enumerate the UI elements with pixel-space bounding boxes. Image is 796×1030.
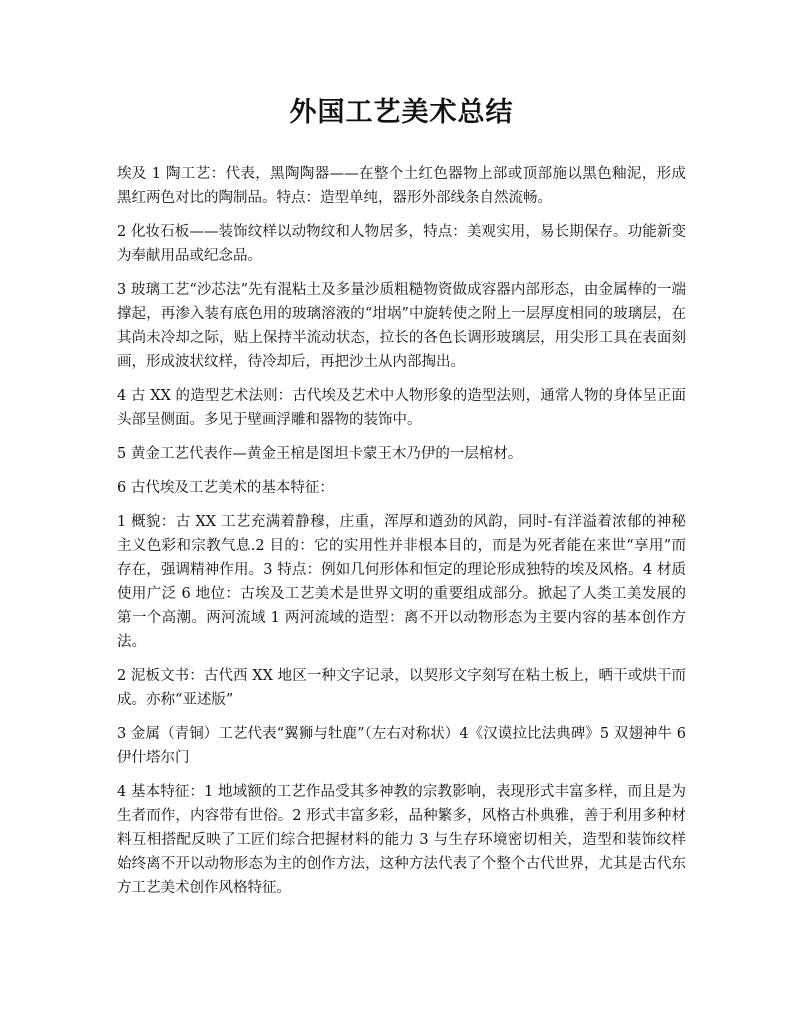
paragraph-glass-craft: 3 玻璃工艺“沙芯法”先有混粘土及多量沙质粗糙物资做成容器内部形态，由金属棒的一端撑起，再渗入装有底色用的玻璃溶液的“坩埚”中旋转使之附上一层厚度相同的玻璃层，在其尚未冷却之际，贴上保持半流动状态，拉长的各色长调形玻璃层，用尖形工具在表面刻画，形成波状纹样，待冷却后，再把沙土从内部掏出。 xyxy=(117,282,686,370)
paragraph-gold-craft: 5 黄金工艺代表作—黄金王棺是图坦卡蒙王木乃伊的一层棺材。 xyxy=(117,446,523,462)
paragraph-cosmetic-palette: 2 化妆石板——装饰纹样以动物纹和人物居多，特点：美观实用，易长期保存。功能新变为奉献用品或纪念品。 xyxy=(117,224,686,264)
paragraph-egypt-features-heading: 6 古代埃及工艺美术的基本特征： xyxy=(117,480,334,496)
page-title: 外国工艺美术总结 xyxy=(289,97,514,128)
paragraph-clay-tablets: 2 泥板文书：古代西 XX 地区一种文字记录，以契形文字刻写在粘土板上，晒干或烘干而成。亦称“亚述版” xyxy=(117,668,686,708)
paragraph-egypt-pottery: 埃及 1 陶工艺：代表，黑陶陶器——在整个土红色器物上部或顶部施以黑色釉泥，形成黑红两色对比的陶制品。特点：造型单纯，器形外部线条自然流畅。 xyxy=(117,166,686,206)
paragraph-art-rules: 4 古 XX 的造型艺术法则：古代埃及艺术中人物形象的造型法则，通常人物的身体呈正面头部呈侧面。多见于壁画浮雕和器物的装饰中。 xyxy=(117,388,686,428)
paragraph-metal-craft: 3 金属（青铜）工艺代表“翼狮与牡鹿”（左右对称状）4《汉谟拉比法典碑》5 双翅神牛 6 伊什塔尔门 xyxy=(117,726,686,766)
paragraph-egypt-features: 1 概貌：古 XX 工艺充满着静穆，庄重，浑厚和遒劲的风韵，同时-有洋溢着浓郁的神秘主义色彩和宗教气息.2 目的：它的实用性并非根本目的，而是为死者能在来世“享用”而存在，强调精神作用。3 特点：例如几何形体和恒定的理论形成独特的埃及风格。4 材质使用广泛 6 地位：古埃及工艺美术是世界文明的重要组成部分。掀起了人类工美发展的第一个高潮。两河流域 1 两河流域的造型：离不开以动物形态为主要内容的基本创作方法。 xyxy=(117,514,686,650)
paragraph-basic-features: 4 基本特征：1 地域额的工艺作品受其多神教的宗教影响，表现形式丰富多样，而且是为生者而作，内容带有世俗。2 形式丰富多彩，品种繁多，风格古朴典雅，善于利用多种材料互相搭配反映了工匠们综合把握材料的能力 3 与生存环境密切相关，造型和装饰纹样始终离不开以动物形态为主的创作方法，这种方法代表了个整个古代世界，尤其是古代东方工艺美术创作风格特征。 xyxy=(117,784,686,896)
